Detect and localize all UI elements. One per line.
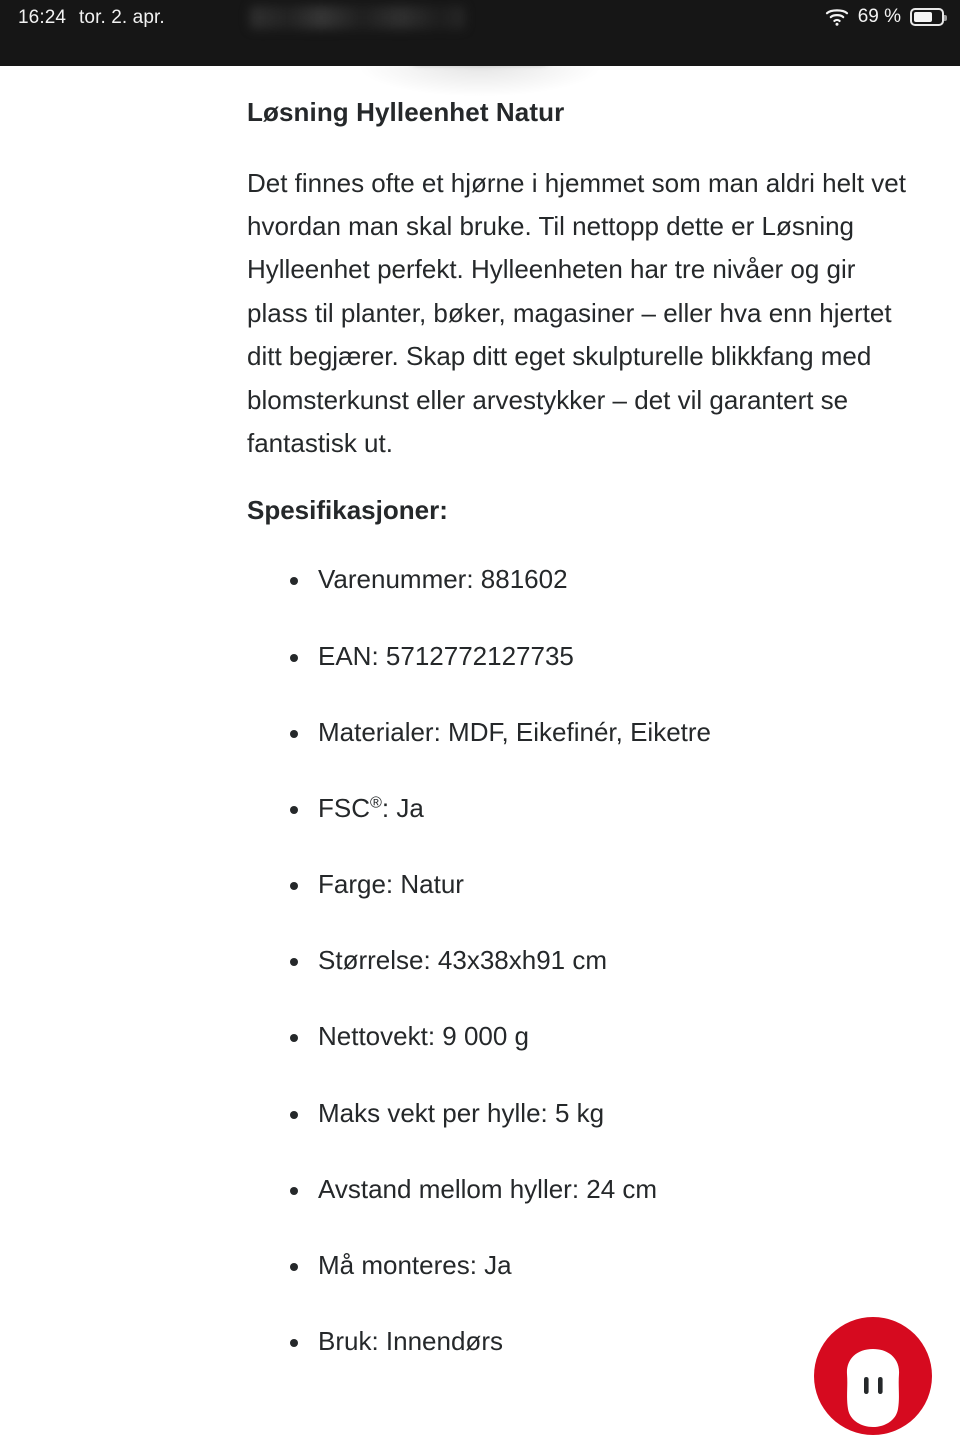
page-content [0,66,960,1402]
specifications-list [247,564,920,1357]
spec-list-item: Farge: Natur [247,869,920,900]
status-bar-right [825,7,944,26]
content-inner [0,66,960,1357]
spec-list-item: Må monteres: Ja [247,1250,920,1281]
product-description: Det finnes ofte et hjørne i hjemmet som man aldri helt vet hvordan man skal bruke. Til nettopp dette er Løsning Hylleenhet perfekt. Hylleenheten har tre nivåer og gir plass til planter, bøker, magasiner – eller hva enn hjertet ditt begjærer. Skap ditt eget skulpturelle blikkfang med blomsterkunst eller arvestykker – det vil garantert se fantastisk ut. [247,167,906,458]
spec-list-item: Varenummer: 881602 [247,564,920,595]
status-bar [0,0,960,66]
spec-list-item: Nettovekt: 9 000 g [247,1021,920,1052]
spec-list-item: Materialer: MDF, Eikefinér, Eiketre [247,717,920,748]
status-bar-left [18,8,165,27]
chat-mascot-icon [814,1317,932,1435]
spec-list-item: Bruk: Innendørs [247,1326,920,1357]
spec-list-item: Maks vekt per hylle: 5 kg [247,1098,920,1129]
specifications-heading: Spesifikasjoner: [247,495,448,526]
battery-fill [914,12,932,22]
redacted-window-title [250,6,465,29]
clock-date: tor. 2. apr. [79,7,165,28]
battery-percent-label: 69 % [857,6,901,27]
battery-icon [910,8,944,26]
chat-widget-button[interactable] [814,1317,932,1435]
wifi-icon [825,8,849,26]
spec-list-item: EAN: 5712772127735 [247,641,920,672]
clock-time: 16:24 [18,7,67,28]
spec-list-item: FSC®: Ja [247,793,920,824]
page-title: Løsning Hylleenhet Natur [247,97,565,127]
spec-list-item: Avstand mellom hyller: 24 cm [247,1174,920,1205]
spec-list-item: Størrelse: 43x38xh91 cm [247,945,920,976]
